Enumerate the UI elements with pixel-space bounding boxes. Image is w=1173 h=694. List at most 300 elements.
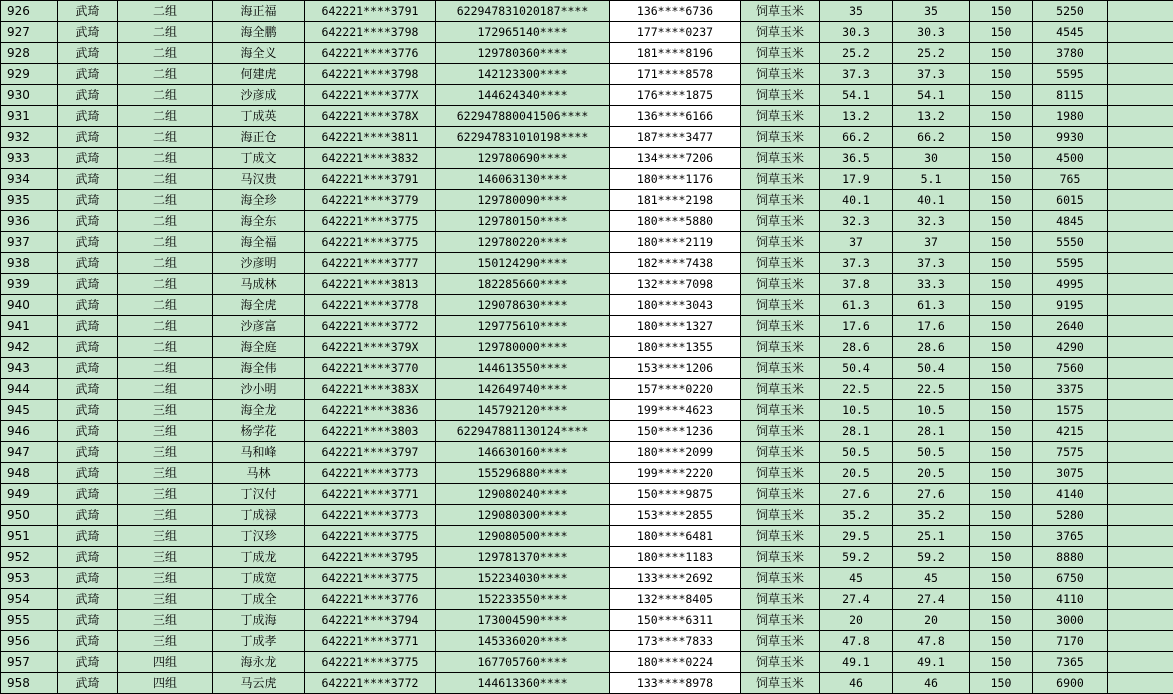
cell-subsidy-area[interactable]: 28.1	[893, 421, 970, 442]
cell-crop-type[interactable]: 饲草玉米	[741, 148, 820, 169]
cell-planted-area[interactable]: 27.6	[820, 484, 893, 505]
cell-row-index[interactable]: 929	[1, 64, 58, 85]
cell-group[interactable]: 三组	[118, 631, 213, 652]
cell-bank-account[interactable]: 146063130****	[436, 169, 610, 190]
cell-subsidy-area[interactable]: 35	[893, 1, 970, 22]
cell-crop-type[interactable]: 饲草玉米	[741, 379, 820, 400]
cell-unit-price[interactable]: 150	[970, 484, 1033, 505]
cell-unit-price[interactable]: 150	[970, 148, 1033, 169]
cell-phone-number[interactable]: 180****5880	[610, 211, 741, 232]
cell-id-number[interactable]: 642221****3795	[305, 547, 436, 568]
cell-id-number[interactable]: 642221****3773	[305, 505, 436, 526]
cell-crop-type[interactable]: 饲草玉米	[741, 85, 820, 106]
cell-remarks[interactable]	[1108, 85, 1173, 106]
cell-planted-area[interactable]: 50.4	[820, 358, 893, 379]
cell-unit-price[interactable]: 150	[970, 442, 1033, 463]
cell-subsidy-amount[interactable]: 1980	[1033, 106, 1108, 127]
cell-planted-area[interactable]: 37	[820, 232, 893, 253]
cell-phone-number[interactable]: 180****2099	[610, 442, 741, 463]
cell-bank-account[interactable]: 129780090****	[436, 190, 610, 211]
cell-subsidy-area[interactable]: 20.5	[893, 463, 970, 484]
cell-township[interactable]: 武琦	[58, 232, 118, 253]
cell-crop-type[interactable]: 饲草玉米	[741, 589, 820, 610]
cell-remarks[interactable]	[1108, 127, 1173, 148]
cell-phone-number[interactable]: 153****2855	[610, 505, 741, 526]
cell-remarks[interactable]	[1108, 316, 1173, 337]
cell-group[interactable]: 二组	[118, 295, 213, 316]
cell-farmer-name[interactable]: 丁成龙	[213, 547, 305, 568]
cell-group[interactable]: 二组	[118, 190, 213, 211]
cell-group[interactable]: 二组	[118, 1, 213, 22]
cell-subsidy-amount[interactable]: 7170	[1033, 631, 1108, 652]
cell-township[interactable]: 武琦	[58, 610, 118, 631]
cell-crop-type[interactable]: 饲草玉米	[741, 22, 820, 43]
cell-phone-number[interactable]: 173****7833	[610, 631, 741, 652]
cell-farmer-name[interactable]: 海全虎	[213, 295, 305, 316]
cell-subsidy-amount[interactable]: 8115	[1033, 85, 1108, 106]
cell-phone-number[interactable]: 153****1206	[610, 358, 741, 379]
cell-row-index[interactable]: 941	[1, 316, 58, 337]
cell-id-number[interactable]: 642221****3778	[305, 295, 436, 316]
cell-planted-area[interactable]: 30.3	[820, 22, 893, 43]
cell-group[interactable]: 二组	[118, 43, 213, 64]
cell-farmer-name[interactable]: 马云虎	[213, 673, 305, 694]
cell-phone-number[interactable]: 150****9875	[610, 484, 741, 505]
cell-bank-account[interactable]: 129780360****	[436, 43, 610, 64]
cell-remarks[interactable]	[1108, 631, 1173, 652]
cell-planted-area[interactable]: 49.1	[820, 652, 893, 673]
cell-township[interactable]: 武琦	[58, 547, 118, 568]
cell-farmer-name[interactable]: 马和峰	[213, 442, 305, 463]
cell-remarks[interactable]	[1108, 337, 1173, 358]
cell-township[interactable]: 武琦	[58, 400, 118, 421]
cell-id-number[interactable]: 642221****3772	[305, 316, 436, 337]
cell-subsidy-area[interactable]: 59.2	[893, 547, 970, 568]
cell-subsidy-area[interactable]: 37.3	[893, 253, 970, 274]
cell-id-number[interactable]: 642221****3773	[305, 463, 436, 484]
cell-subsidy-area[interactable]: 20	[893, 610, 970, 631]
cell-id-number[interactable]: 642221****3771	[305, 484, 436, 505]
cell-remarks[interactable]	[1108, 1, 1173, 22]
cell-bank-account[interactable]: 142649740****	[436, 379, 610, 400]
cell-crop-type[interactable]: 饲草玉米	[741, 1, 820, 22]
cell-bank-account[interactable]: 129780220****	[436, 232, 610, 253]
cell-subsidy-area[interactable]: 13.2	[893, 106, 970, 127]
cell-group[interactable]: 二组	[118, 127, 213, 148]
cell-phone-number[interactable]: 150****1236	[610, 421, 741, 442]
cell-remarks[interactable]	[1108, 652, 1173, 673]
cell-subsidy-area[interactable]: 30	[893, 148, 970, 169]
cell-bank-account[interactable]: 129078630****	[436, 295, 610, 316]
cell-planted-area[interactable]: 59.2	[820, 547, 893, 568]
cell-group[interactable]: 二组	[118, 232, 213, 253]
cell-remarks[interactable]	[1108, 358, 1173, 379]
cell-row-index[interactable]: 948	[1, 463, 58, 484]
cell-row-index[interactable]: 940	[1, 295, 58, 316]
cell-unit-price[interactable]: 150	[970, 610, 1033, 631]
cell-group[interactable]: 三组	[118, 547, 213, 568]
cell-planted-area[interactable]: 27.4	[820, 589, 893, 610]
cell-phone-number[interactable]: 133****2692	[610, 568, 741, 589]
cell-farmer-name[interactable]: 海全福	[213, 232, 305, 253]
cell-subsidy-area[interactable]: 40.1	[893, 190, 970, 211]
cell-planted-area[interactable]: 61.3	[820, 295, 893, 316]
cell-group[interactable]: 三组	[118, 505, 213, 526]
cell-crop-type[interactable]: 饲草玉米	[741, 568, 820, 589]
cell-planted-area[interactable]: 37.8	[820, 274, 893, 295]
cell-group[interactable]: 二组	[118, 274, 213, 295]
cell-row-index[interactable]: 957	[1, 652, 58, 673]
cell-planted-area[interactable]: 28.1	[820, 421, 893, 442]
cell-subsidy-amount[interactable]: 8880	[1033, 547, 1108, 568]
cell-farmer-name[interactable]: 海全庭	[213, 337, 305, 358]
cell-remarks[interactable]	[1108, 484, 1173, 505]
cell-unit-price[interactable]: 150	[970, 295, 1033, 316]
cell-subsidy-amount[interactable]: 6750	[1033, 568, 1108, 589]
cell-id-number[interactable]: 642221****3798	[305, 64, 436, 85]
cell-group[interactable]: 二组	[118, 211, 213, 232]
cell-crop-type[interactable]: 饲草玉米	[741, 316, 820, 337]
cell-phone-number[interactable]: 136****6166	[610, 106, 741, 127]
cell-subsidy-area[interactable]: 50.4	[893, 358, 970, 379]
cell-crop-type[interactable]: 饲草玉米	[741, 211, 820, 232]
cell-remarks[interactable]	[1108, 568, 1173, 589]
cell-planted-area[interactable]: 37.3	[820, 64, 893, 85]
cell-bank-account[interactable]: 129780690****	[436, 148, 610, 169]
cell-row-index[interactable]: 930	[1, 85, 58, 106]
cell-remarks[interactable]	[1108, 190, 1173, 211]
cell-planted-area[interactable]: 36.5	[820, 148, 893, 169]
cell-subsidy-amount[interactable]: 3765	[1033, 526, 1108, 547]
cell-subsidy-area[interactable]: 61.3	[893, 295, 970, 316]
cell-id-number[interactable]: 642221****3771	[305, 631, 436, 652]
cell-id-number[interactable]: 642221****377X	[305, 85, 436, 106]
cell-farmer-name[interactable]: 丁汉付	[213, 484, 305, 505]
cell-bank-account[interactable]: 152234030****	[436, 568, 610, 589]
cell-row-index[interactable]: 932	[1, 127, 58, 148]
cell-subsidy-amount[interactable]: 4140	[1033, 484, 1108, 505]
cell-crop-type[interactable]: 饲草玉米	[741, 106, 820, 127]
cell-planted-area[interactable]: 35	[820, 1, 893, 22]
cell-id-number[interactable]: 642221****3772	[305, 673, 436, 694]
cell-township[interactable]: 武琦	[58, 64, 118, 85]
cell-remarks[interactable]	[1108, 589, 1173, 610]
cell-bank-account[interactable]: 129775610****	[436, 316, 610, 337]
cell-township[interactable]: 武琦	[58, 484, 118, 505]
cell-remarks[interactable]	[1108, 274, 1173, 295]
cell-township[interactable]: 武琦	[58, 589, 118, 610]
cell-bank-account[interactable]: 144624340****	[436, 85, 610, 106]
cell-crop-type[interactable]: 饲草玉米	[741, 673, 820, 694]
cell-crop-type[interactable]: 饲草玉米	[741, 190, 820, 211]
cell-crop-type[interactable]: 饲草玉米	[741, 610, 820, 631]
cell-township[interactable]: 武琦	[58, 379, 118, 400]
cell-unit-price[interactable]: 150	[970, 64, 1033, 85]
cell-planted-area[interactable]: 20	[820, 610, 893, 631]
cell-remarks[interactable]	[1108, 106, 1173, 127]
cell-bank-account[interactable]: 129781370****	[436, 547, 610, 568]
cell-subsidy-area[interactable]: 33.3	[893, 274, 970, 295]
cell-bank-account[interactable]: 155296880****	[436, 463, 610, 484]
cell-subsidy-area[interactable]: 45	[893, 568, 970, 589]
cell-phone-number[interactable]: 136****6736	[610, 1, 741, 22]
cell-unit-price[interactable]: 150	[970, 1, 1033, 22]
cell-phone-number[interactable]: 132****8405	[610, 589, 741, 610]
cell-unit-price[interactable]: 150	[970, 190, 1033, 211]
cell-unit-price[interactable]: 150	[970, 547, 1033, 568]
cell-bank-account[interactable]: 167705760****	[436, 652, 610, 673]
cell-unit-price[interactable]: 150	[970, 673, 1033, 694]
cell-subsidy-amount[interactable]: 4215	[1033, 421, 1108, 442]
cell-township[interactable]: 武琦	[58, 568, 118, 589]
cell-group[interactable]: 二组	[118, 169, 213, 190]
cell-crop-type[interactable]: 饲草玉米	[741, 505, 820, 526]
cell-farmer-name[interactable]: 何建虎	[213, 64, 305, 85]
cell-planted-area[interactable]: 32.3	[820, 211, 893, 232]
cell-subsidy-amount[interactable]: 3000	[1033, 610, 1108, 631]
cell-township[interactable]: 武琦	[58, 652, 118, 673]
cell-row-index[interactable]: 936	[1, 211, 58, 232]
cell-phone-number[interactable]: 132****7098	[610, 274, 741, 295]
cell-group[interactable]: 三组	[118, 463, 213, 484]
cell-subsidy-area[interactable]: 17.6	[893, 316, 970, 337]
cell-planted-area[interactable]: 10.5	[820, 400, 893, 421]
cell-unit-price[interactable]: 150	[970, 358, 1033, 379]
cell-subsidy-amount[interactable]: 6900	[1033, 673, 1108, 694]
cell-planted-area[interactable]: 25.2	[820, 43, 893, 64]
cell-subsidy-amount[interactable]: 9930	[1033, 127, 1108, 148]
cell-group[interactable]: 二组	[118, 148, 213, 169]
cell-bank-account[interactable]: 144613550****	[436, 358, 610, 379]
cell-subsidy-amount[interactable]: 2640	[1033, 316, 1108, 337]
cell-township[interactable]: 武琦	[58, 127, 118, 148]
cell-planted-area[interactable]: 46	[820, 673, 893, 694]
cell-farmer-name[interactable]: 海全鹏	[213, 22, 305, 43]
cell-bank-account[interactable]: 145792120****	[436, 400, 610, 421]
cell-id-number[interactable]: 642221****3832	[305, 148, 436, 169]
cell-subsidy-amount[interactable]: 4845	[1033, 211, 1108, 232]
cell-id-number[interactable]: 642221****383X	[305, 379, 436, 400]
cell-unit-price[interactable]: 150	[970, 22, 1033, 43]
cell-planted-area[interactable]: 20.5	[820, 463, 893, 484]
cell-subsidy-amount[interactable]: 4290	[1033, 337, 1108, 358]
cell-group[interactable]: 二组	[118, 253, 213, 274]
cell-id-number[interactable]: 642221****3797	[305, 442, 436, 463]
cell-subsidy-amount[interactable]: 3075	[1033, 463, 1108, 484]
cell-planted-area[interactable]: 28.6	[820, 337, 893, 358]
cell-subsidy-amount[interactable]: 5280	[1033, 505, 1108, 526]
cell-farmer-name[interactable]: 沙彦富	[213, 316, 305, 337]
cell-remarks[interactable]	[1108, 211, 1173, 232]
cell-crop-type[interactable]: 饲草玉米	[741, 43, 820, 64]
cell-group[interactable]: 四组	[118, 652, 213, 673]
cell-subsidy-area[interactable]: 27.6	[893, 484, 970, 505]
cell-row-index[interactable]: 947	[1, 442, 58, 463]
cell-bank-account[interactable]: 129780150****	[436, 211, 610, 232]
cell-id-number[interactable]: 642221****3776	[305, 589, 436, 610]
cell-subsidy-amount[interactable]: 9195	[1033, 295, 1108, 316]
cell-planted-area[interactable]: 66.2	[820, 127, 893, 148]
cell-planted-area[interactable]: 13.2	[820, 106, 893, 127]
cell-township[interactable]: 武琦	[58, 274, 118, 295]
cell-remarks[interactable]	[1108, 442, 1173, 463]
cell-unit-price[interactable]: 150	[970, 421, 1033, 442]
cell-row-index[interactable]: 946	[1, 421, 58, 442]
cell-phone-number[interactable]: 182****7438	[610, 253, 741, 274]
cell-planted-area[interactable]: 35.2	[820, 505, 893, 526]
cell-planted-area[interactable]: 37.3	[820, 253, 893, 274]
cell-farmer-name[interactable]: 丁成海	[213, 610, 305, 631]
cell-crop-type[interactable]: 饲草玉米	[741, 631, 820, 652]
cell-remarks[interactable]	[1108, 295, 1173, 316]
cell-group[interactable]: 二组	[118, 316, 213, 337]
cell-row-index[interactable]: 935	[1, 190, 58, 211]
cell-planted-area[interactable]: 54.1	[820, 85, 893, 106]
cell-remarks[interactable]	[1108, 169, 1173, 190]
cell-unit-price[interactable]: 150	[970, 463, 1033, 484]
cell-township[interactable]: 武琦	[58, 505, 118, 526]
cell-remarks[interactable]	[1108, 43, 1173, 64]
cell-id-number[interactable]: 642221****3775	[305, 526, 436, 547]
cell-id-number[interactable]: 642221****3794	[305, 610, 436, 631]
cell-group[interactable]: 四组	[118, 673, 213, 694]
cell-group[interactable]: 三组	[118, 568, 213, 589]
cell-planted-area[interactable]: 45	[820, 568, 893, 589]
cell-remarks[interactable]	[1108, 526, 1173, 547]
cell-row-index[interactable]: 938	[1, 253, 58, 274]
cell-farmer-name[interactable]: 丁成孝	[213, 631, 305, 652]
cell-crop-type[interactable]: 饲草玉米	[741, 358, 820, 379]
cell-group[interactable]: 二组	[118, 64, 213, 85]
cell-planted-area[interactable]: 47.8	[820, 631, 893, 652]
cell-planted-area[interactable]: 50.5	[820, 442, 893, 463]
cell-row-index[interactable]: 954	[1, 589, 58, 610]
cell-phone-number[interactable]: 199****2220	[610, 463, 741, 484]
cell-group[interactable]: 三组	[118, 589, 213, 610]
cell-subsidy-amount[interactable]: 4500	[1033, 148, 1108, 169]
cell-crop-type[interactable]: 饲草玉米	[741, 652, 820, 673]
cell-township[interactable]: 武琦	[58, 169, 118, 190]
cell-id-number[interactable]: 642221****3775	[305, 211, 436, 232]
cell-phone-number[interactable]: 180****2119	[610, 232, 741, 253]
cell-bank-account[interactable]: 152233550****	[436, 589, 610, 610]
cell-unit-price[interactable]: 150	[970, 43, 1033, 64]
cell-subsidy-amount[interactable]: 3375	[1033, 379, 1108, 400]
cell-subsidy-area[interactable]: 37.3	[893, 64, 970, 85]
cell-row-index[interactable]: 956	[1, 631, 58, 652]
cell-unit-price[interactable]: 150	[970, 85, 1033, 106]
cell-remarks[interactable]	[1108, 610, 1173, 631]
cell-row-index[interactable]: 953	[1, 568, 58, 589]
cell-group[interactable]: 三组	[118, 610, 213, 631]
cell-bank-account[interactable]: 144613360****	[436, 673, 610, 694]
cell-phone-number[interactable]: 133****8978	[610, 673, 741, 694]
cell-phone-number[interactable]: 180****1176	[610, 169, 741, 190]
cell-unit-price[interactable]: 150	[970, 589, 1033, 610]
cell-row-index[interactable]: 937	[1, 232, 58, 253]
cell-township[interactable]: 武琦	[58, 85, 118, 106]
cell-township[interactable]: 武琦	[58, 253, 118, 274]
cell-id-number[interactable]: 642221****3775	[305, 568, 436, 589]
cell-farmer-name[interactable]: 丁成全	[213, 589, 305, 610]
cell-bank-account[interactable]: 142123300****	[436, 64, 610, 85]
cell-id-number[interactable]: 642221****3811	[305, 127, 436, 148]
cell-subsidy-amount[interactable]: 6015	[1033, 190, 1108, 211]
cell-crop-type[interactable]: 饲草玉米	[741, 442, 820, 463]
cell-remarks[interactable]	[1108, 148, 1173, 169]
cell-township[interactable]: 武琦	[58, 43, 118, 64]
cell-farmer-name[interactable]: 马成林	[213, 274, 305, 295]
cell-farmer-name[interactable]: 丁成文	[213, 148, 305, 169]
cell-subsidy-area[interactable]: 54.1	[893, 85, 970, 106]
cell-bank-account[interactable]: 622947881130124****	[436, 421, 610, 442]
cell-id-number[interactable]: 642221****3791	[305, 169, 436, 190]
cell-bank-account[interactable]: 150124290****	[436, 253, 610, 274]
cell-farmer-name[interactable]: 沙彦成	[213, 85, 305, 106]
cell-phone-number[interactable]: 180****1183	[610, 547, 741, 568]
cell-phone-number[interactable]: 157****0220	[610, 379, 741, 400]
cell-farmer-name[interactable]: 马林	[213, 463, 305, 484]
cell-id-number[interactable]: 642221****3836	[305, 400, 436, 421]
cell-subsidy-area[interactable]: 30.3	[893, 22, 970, 43]
cell-phone-number[interactable]: 180****3043	[610, 295, 741, 316]
cell-bank-account[interactable]: 622947831010198****	[436, 127, 610, 148]
cell-subsidy-area[interactable]: 46	[893, 673, 970, 694]
cell-phone-number[interactable]: 199****4623	[610, 400, 741, 421]
cell-group[interactable]: 二组	[118, 85, 213, 106]
cell-farmer-name[interactable]: 丁成禄	[213, 505, 305, 526]
cell-subsidy-area[interactable]: 35.2	[893, 505, 970, 526]
cell-remarks[interactable]	[1108, 505, 1173, 526]
cell-township[interactable]: 武琦	[58, 1, 118, 22]
cell-unit-price[interactable]: 150	[970, 253, 1033, 274]
cell-group[interactable]: 二组	[118, 337, 213, 358]
cell-subsidy-amount[interactable]: 7575	[1033, 442, 1108, 463]
cell-subsidy-amount[interactable]: 4995	[1033, 274, 1108, 295]
cell-crop-type[interactable]: 饲草玉米	[741, 64, 820, 85]
cell-row-index[interactable]: 942	[1, 337, 58, 358]
cell-planted-area[interactable]: 40.1	[820, 190, 893, 211]
cell-remarks[interactable]	[1108, 421, 1173, 442]
cell-farmer-name[interactable]: 海全珍	[213, 190, 305, 211]
cell-bank-account[interactable]: 622947831020187****	[436, 1, 610, 22]
cell-subsidy-area[interactable]: 22.5	[893, 379, 970, 400]
cell-row-index[interactable]: 945	[1, 400, 58, 421]
cell-township[interactable]: 武琦	[58, 211, 118, 232]
cell-id-number[interactable]: 642221****3770	[305, 358, 436, 379]
cell-subsidy-amount[interactable]: 1575	[1033, 400, 1108, 421]
cell-remarks[interactable]	[1108, 379, 1173, 400]
cell-township[interactable]: 武琦	[58, 190, 118, 211]
cell-farmer-name[interactable]: 丁成宽	[213, 568, 305, 589]
cell-planted-area[interactable]: 29.5	[820, 526, 893, 547]
cell-subsidy-amount[interactable]: 3780	[1033, 43, 1108, 64]
cell-id-number[interactable]: 642221****3776	[305, 43, 436, 64]
cell-row-index[interactable]: 939	[1, 274, 58, 295]
cell-subsidy-amount[interactable]: 5250	[1033, 1, 1108, 22]
cell-farmer-name[interactable]: 海全东	[213, 211, 305, 232]
cell-id-number[interactable]: 642221****378X	[305, 106, 436, 127]
cell-phone-number[interactable]: 181****8196	[610, 43, 741, 64]
cell-row-index[interactable]: 943	[1, 358, 58, 379]
cell-crop-type[interactable]: 饲草玉米	[741, 169, 820, 190]
cell-id-number[interactable]: 642221****3775	[305, 652, 436, 673]
cell-crop-type[interactable]: 饲草玉米	[741, 127, 820, 148]
cell-row-index[interactable]: 950	[1, 505, 58, 526]
cell-remarks[interactable]	[1108, 400, 1173, 421]
cell-crop-type[interactable]: 饲草玉米	[741, 337, 820, 358]
cell-township[interactable]: 武琦	[58, 337, 118, 358]
